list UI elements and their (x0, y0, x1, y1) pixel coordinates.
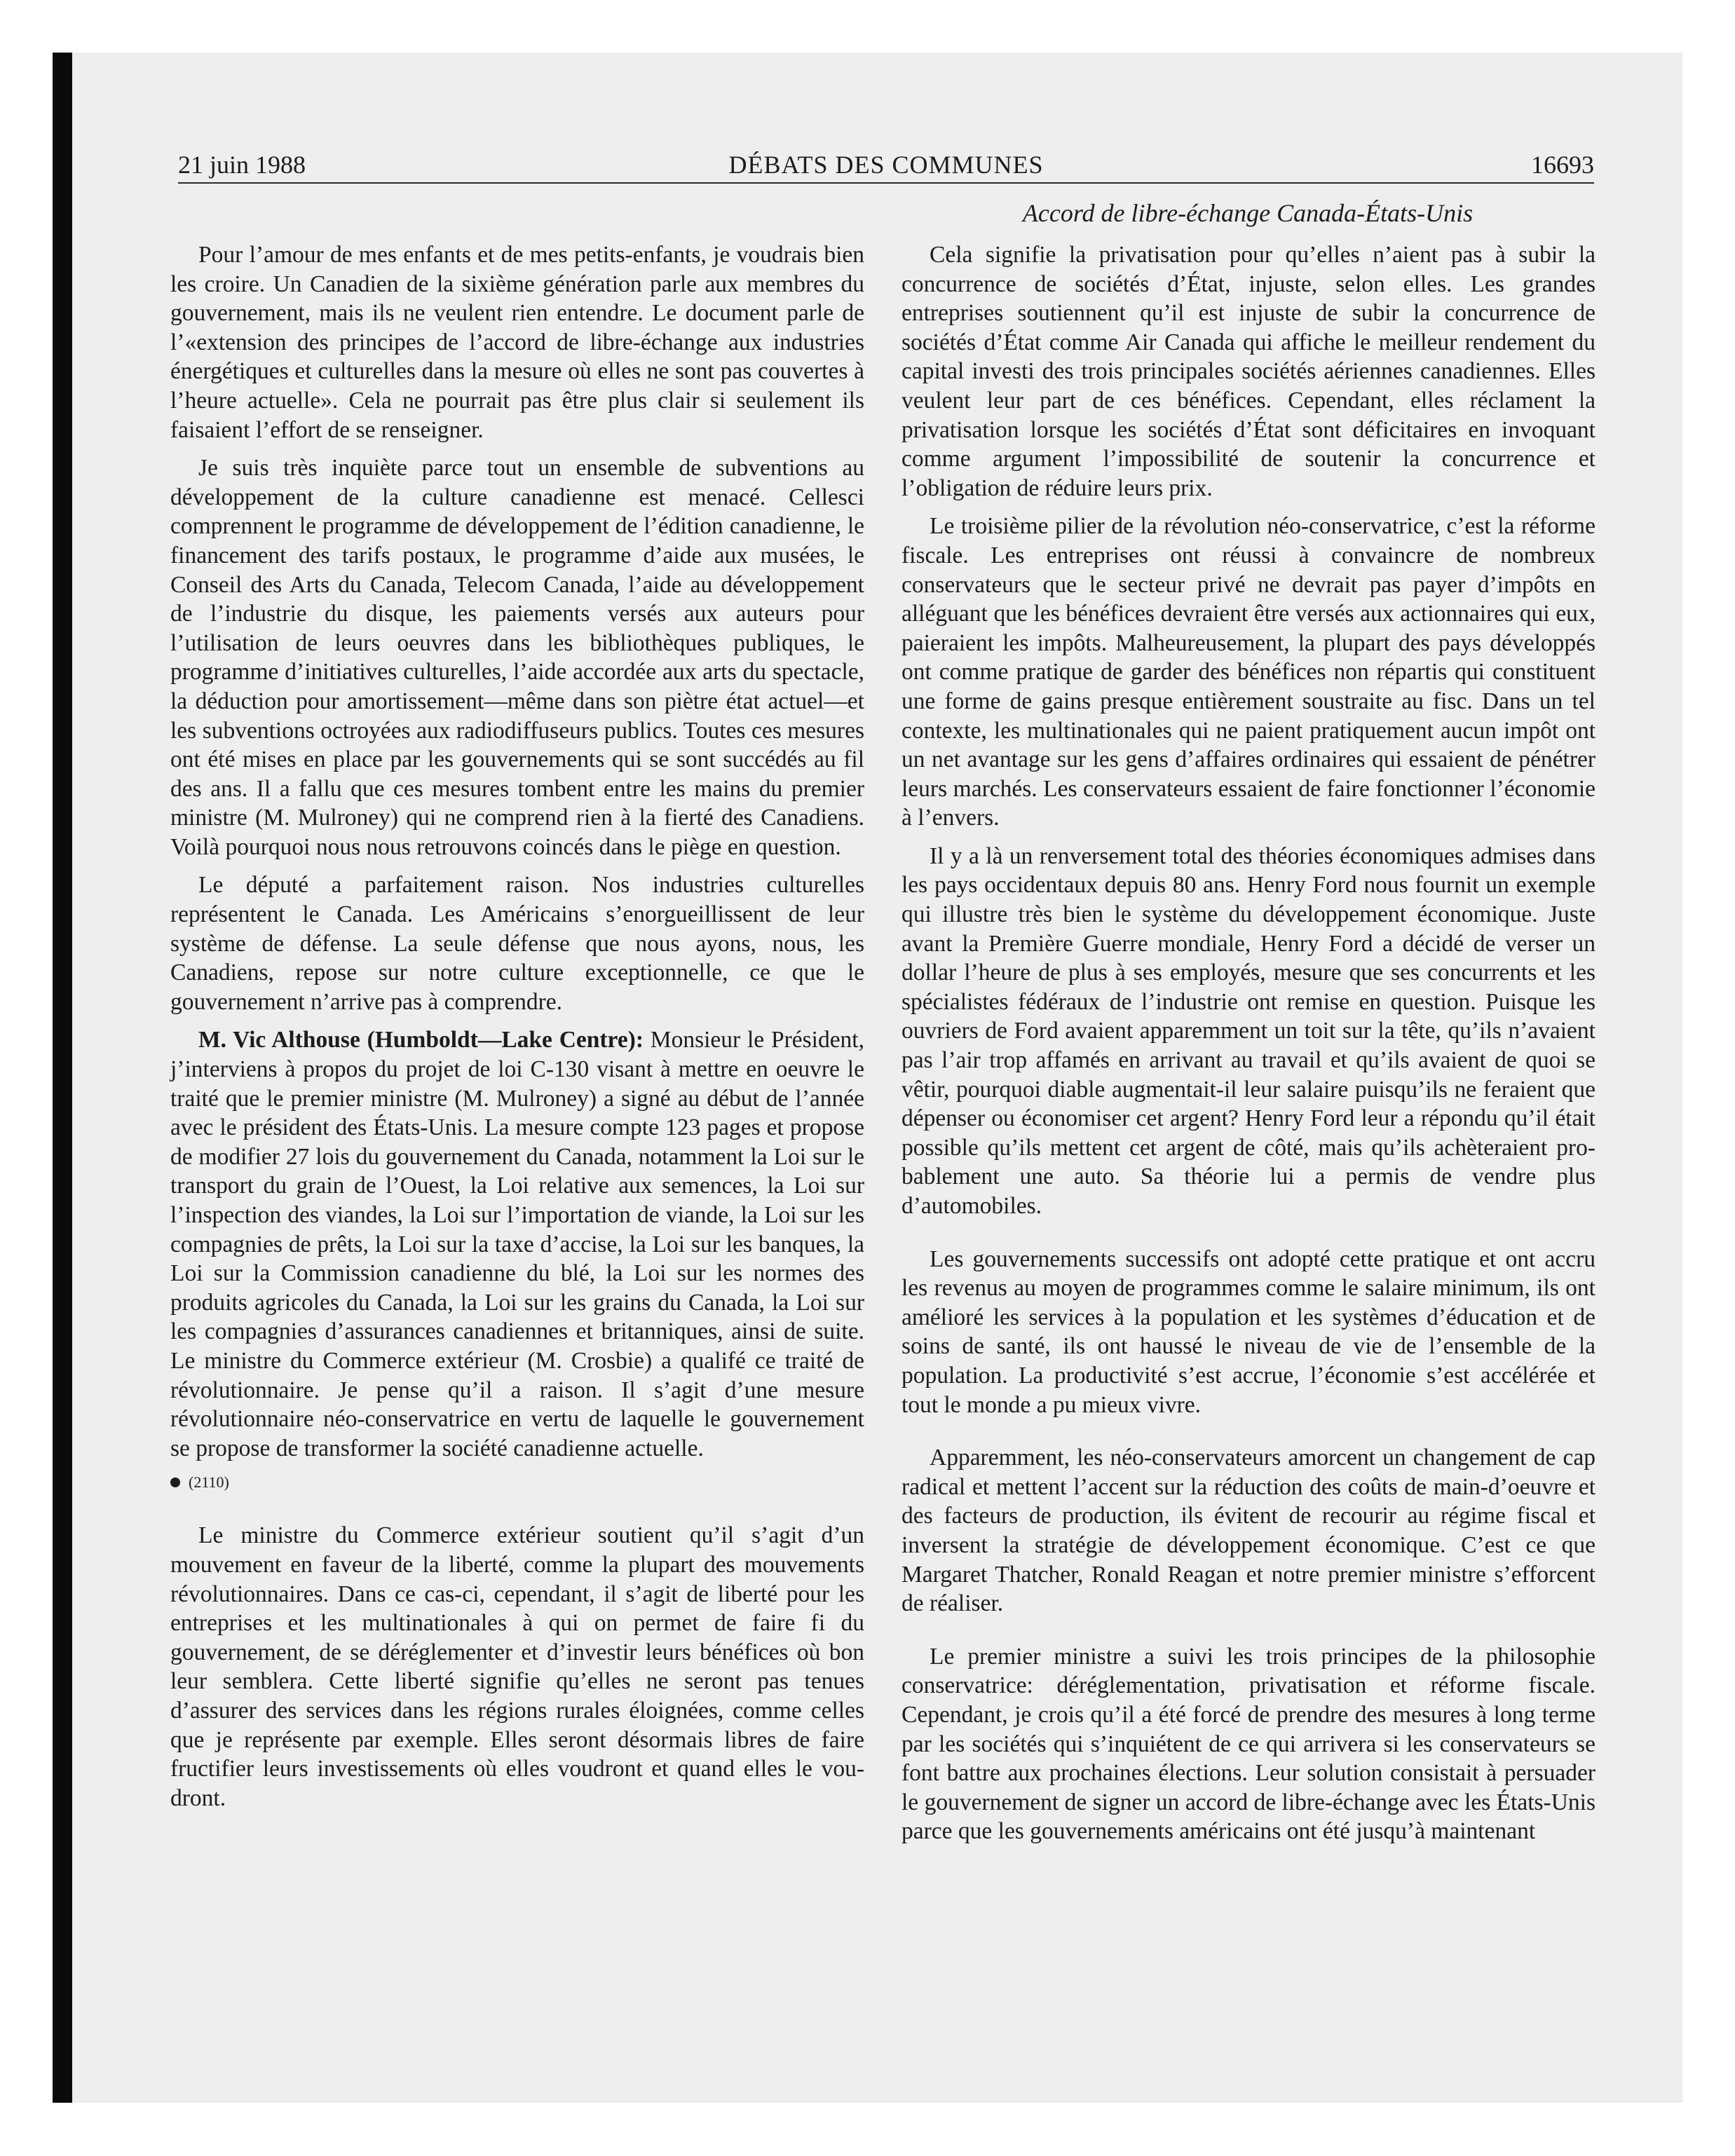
speech-paragraph (170, 1025, 864, 1463)
paragraph: Les gouvernements successifs ont adopté cette pratique et ont accru les revenus au moyen de programmes comme le salaire minimum, ils ont amélioré les services à la population et les systèmes d’éducation et de soins de santé, ils ont haussé le niveau de vie de l’ensemble de la population. La productivité s’est accrue, l’économie s’est accélérée et tout le monde a pu mieux vivre. (901, 1246, 1595, 1418)
header-date: 21 juin 1988 (178, 151, 306, 179)
paragraph: Le ministre du Commerce extérieur soutient qu’il s’agit d’un mouvement en faveur de la liberté, comme la plupart des mouvements révolutionnaires. Dans ce cas-ci, cependant, il s’agit de liberté pour les entreprises et les multinationales à qui on permet de faire fi du gouvernement, de se déréglementer et d’investir leurs bénéfices où bon leur semblera. Cette liberté signifie qu’elles ne seront pas tenues d’assurer des services dans les régions rurales éloignées, comme celles que je représente par exemple. Elles seront désormais libres de faire fructifier leurs investissements où elles voudront et quand elles le voudront. (170, 1522, 864, 1811)
page-number: 16693 (1531, 151, 1594, 179)
paragraph: Le député a parfaitement raison. Nos industries culturelles représentent le Canada. Les Américains s’enorgueillissent de leur système de défense. La seule défense que nous ayons, nous, les Canadiens, repose sur notre culture exceptionnelle, ce que le gouvernement n’arrive pas à comprendre. (170, 872, 864, 1015)
paragraph: Il y a là un renversement total des théories économiques admises dans les pays occidentaux depuis 80 ans. Henry Ford nous fournit un exemple qui illustre très bien le système du développement économique. Juste avant la Première Guerre mondiale, Henry Ford a décidé de verser un dollar l’heure de plus à ses employés, mesure que ses concurrents et les spécialistes fédéraux de l’industrie ont remise en question. Puisque les ouvriers de Ford avaient apparemment un toit sur la tête, qu’ils n’avaient pas l’air trop affamés en arrivant au travail et qu’ils avaient de quoi se vêtir, pourquoi diable augmentait-il leur salaire puisqu’ils ne feraient que dépenser ou économiser cet argent? Henry Ford leur a répondu qu’il était possible qu’ils mettent cet argent de côté, mais qu’ils achèteraient probablement une auto. Sa théorie lui a permis de vendre plus d’automobiles. (901, 842, 1595, 1219)
paragraph: Le premier ministre a suivi les trois principes de la philosophie conservatrice: déréglementation, privatisation et réforme fiscale. Cependant, je crois qu’il a été forcé de prendre des mesures à long terme par les sociétés qui s’inquiétent de ce qui arrivera si les conservateurs se font battre aux prochaines élections. Leur solution consistait à persuader le gouvernement de signer un accord de libre-échange avec les États-Unis parce que les gouvernements américains ont été jusqu’à maintenant (901, 1643, 1595, 1845)
paragraph: Le troisième pilier de la révolution néo-conservatrice, c’est la réforme fiscale. Les entreprises ont réussi à convaincre de nombreux conservateurs que le secteur privé ne devrait pas payer d’impôts en alléguant que les bénéfices devraient être versés aux actionnaires qui eux, paieraient les impôts. Malheureusement, la plupart des pays développés ont comme pratique de garder des bénéfices non répartis qui constituent une forme de gains presque entièrement soustraite au fisc. Dans un tel contexte, les multinationales qui ne paient pratiquement aucun impôt ont un net avantage sur les gens d’affaires ordinaires qui essaient de pénétrer leurs marchés. Les conservateurs essaient de faire fonctionner l’économie à l’envers. (901, 513, 1595, 831)
paragraph: Apparemment, les néo-conservateurs amorcent un changement de cap radical et mettent l’accent sur la réduction des coûts de main-d’oeuvre et des facteurs de production, ils évitent de recourir au régime fiscal et inversent la stratégie de développement économique. C’est ce que Margaret Thatcher, Ronald Reagan et notre premier ministre s’efforcent de réaliser. (901, 1445, 1595, 1617)
section-subheader: Accord de libre-échange Canada-États-Unis (1022, 199, 1474, 227)
bullet-icon (170, 1478, 180, 1487)
left-column (170, 240, 864, 1822)
paragraph: Pour l’amour de mes enfants et de mes petits-enfants, je voudrais bien les croire. Un Canadien de la sixième génération parle aux membres du gouvernement, mais ils ne veulent rien entendre. Le document parle de l’«extension des principes de l’accord de libre-échange aux industries énergétiques et culturelles dans la mesure où elles ne sont pas couvertes à l’heure actuelle». Cela ne pourrait pas être plus clair si seulement ils faisaient l’effort de se renseigner. (170, 242, 864, 443)
header-title: DÉBATS DES COMMUNES (728, 151, 1044, 179)
speech-text: Monsieur le Président, j’interviens à propos du projet de loi C-130 visant à mettre en oeuvre le traité que le premier ministre (M. Mulroney) a signé au début de l’année avec le président des États-Unis. La mesure compte 123 pages et propose de modifier 27 lois du gouvernement du Canada, notamment la Loi sur le transport du grain de l’Ouest, la Loi relative aux semences, la Loi sur l’inspection des viandes, la Loi sur l’importation de viande, la Loi sur les compagnies de prêts, la Loi sur la taxe d’accise, la Loi sur les banques, la Loi sur la Commission canadienne du blé, la Loi sur les normes des produits agricoles du Canada, la Loi sur les grains du Canada, la Loi sur les compagnies d’assurances canadiennes et britanniques, ainsi de suite. Le ministre du Commerce extérieur (M. Crosbie) a qualifé ce traité de révolutionnaire. Je pense qu’il a raison. Il s’agit d’une mesure révolutionnaire néo-conservatrice en vertu de laquelle le gouvernement se propose de transformer la société canadienne actuelle. (170, 1027, 864, 1461)
binding-edge (53, 53, 72, 2103)
right-column (901, 240, 1595, 1855)
speaker-name: M. Vic Althouse (Humboldt—Lake Centre): (198, 1027, 644, 1053)
time-marker (170, 1472, 864, 1493)
paragraph: Je suis très inquiète parce tout un ensemble de subventions au développement de la culture canadienne est menacé. Cellesci comprennent le programme de développement de l’édition canadienne, le financement des tarifs postaux, le programme d’aide aux musées, le Conseil des Arts du Canada, Telecom Canada, l’aide au développement de l’industrie du disque, les paiements versés aux auteurs pour l’utilisation de leurs oeuvres dans les bibliothèques publiques, le programme d’initiatives culturelles, l’aide accordée aux arts du spectacle, la déduction pour amortissement—même dans son piètre état actuel—et les subventions octroyées aux radiodiffuseurs publics. Toutes ces mesures ont été mises en place par les gouvernements qui se sont succédés au fil des ans. Il a fallu que ces mesures tombent entre les mains du premier ministre (M. Mulroney) qui ne comprend rien à la fierté des Canadiens. Voilà pourquoi nous nous retrouvons coincés dans le piège en question. (170, 455, 864, 860)
running-header (178, 149, 1594, 184)
paragraph: Cela signifie la privatisation pour qu’elles n’aient pas à subir la concurrence de sociétés d’État, injuste, selon elles. Les grandes entreprises soutiennent qu’il est injuste de subir la concurrence de sociétés d’État comme Air Canada qui affiche le meilleur rendement du capital investi des trois principales sociétés aériennes canadiennes. Elles veulent leur part de ces bénéfices. Cependant, elles réclament la privatisation lorsque les sociétés d’État sont déficitaires en invoquant comme argument l’impossibilité de soutenir la concurrence et l’obligation de réduire leurs prix. (901, 242, 1595, 501)
time-marker-text: (2110) (189, 1473, 229, 1492)
